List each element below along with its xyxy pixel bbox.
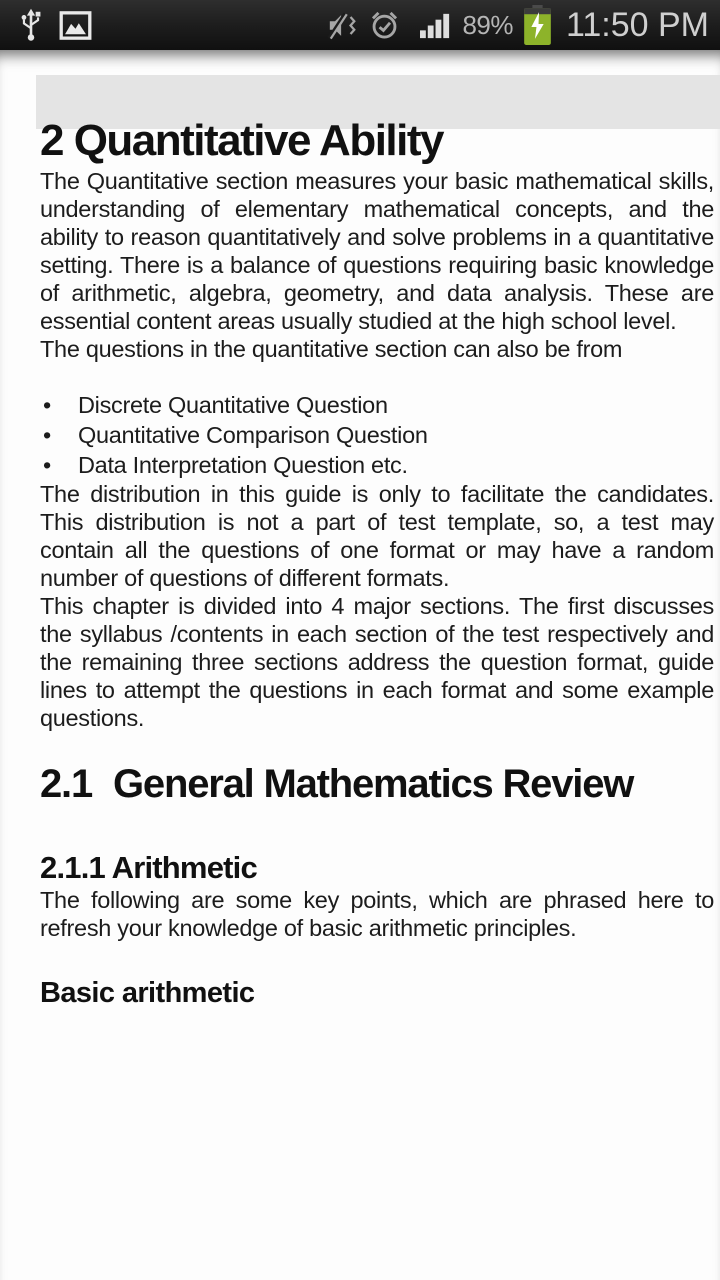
document-content <box>0 115 720 1011</box>
paragraph-chapter-structure: This chapter is divided into 4 major sections. The first discusses the syllabus /contents in each section of the test respectively and the remaining three sections address the question format, guide lines to attempt the questions in each format and some example questions. <box>40 592 714 731</box>
paragraph-distribution: The distribution in this guide is only to facilitate the candidates. This distribution is not a part of test template, so, a test may contain all the questions of one format or may have a random number of questions of different formats. <box>40 480 714 591</box>
battery-percent: 89% <box>462 9 513 40</box>
section-number: 2.1 <box>40 761 93 806</box>
status-bar-left <box>0 8 92 42</box>
alarm-clock-icon <box>368 9 401 42</box>
section-title: General Mathematics Review <box>113 761 634 806</box>
status-bar-right <box>327 5 714 46</box>
section-heading <box>40 760 714 808</box>
chapter-heading: 2 Quantitative Ability <box>40 116 444 165</box>
list-item-label: Discrete Quantitative Question <box>78 391 388 418</box>
usb-icon <box>18 8 44 42</box>
bullet-icon: • <box>43 421 51 448</box>
battery-charging-icon <box>522 5 553 46</box>
reader-page[interactable] <box>0 50 720 1280</box>
gallery-icon <box>59 9 92 42</box>
paragraph-quantitative-overview: The Quantitative section measures your basic mathematical skills, understanding of elementary mathematical concepts, and the ability to reason quantitatively and solve problems in a quantitative setting. There is a balance of questions requiring basic knowledge of arithmetic, algebra, geometry, and data analysis. These are essential content areas usually studied at the high school level. <box>40 167 714 334</box>
list-item <box>40 420 714 450</box>
clock-time: 11:50 PM <box>565 5 709 44</box>
question-types-list <box>40 390 714 480</box>
signal-strength-icon <box>420 12 453 39</box>
list-item-label: Quantitative Comparison Question <box>78 421 428 448</box>
mute-vibrate-icon <box>327 10 359 41</box>
list-item <box>40 450 714 480</box>
paragraph-key-points: The following are some key points, which are phrased here to refresh your knowledge of basic arithmetic principles. <box>40 887 714 942</box>
bullet-icon: • <box>43 451 51 478</box>
list-item <box>40 390 714 420</box>
list-item-label: Data Interpretation Question etc. <box>78 451 408 478</box>
subsection-heading: 2.1.1 Arithmetic <box>40 849 257 885</box>
bullet-icon: • <box>43 391 51 418</box>
paragraph-question-types-intro: The questions in the quantitative section can also be from <box>40 335 623 362</box>
status-bar[interactable] <box>0 0 720 50</box>
basic-arithmetic-heading: Basic arithmetic <box>40 977 255 1010</box>
